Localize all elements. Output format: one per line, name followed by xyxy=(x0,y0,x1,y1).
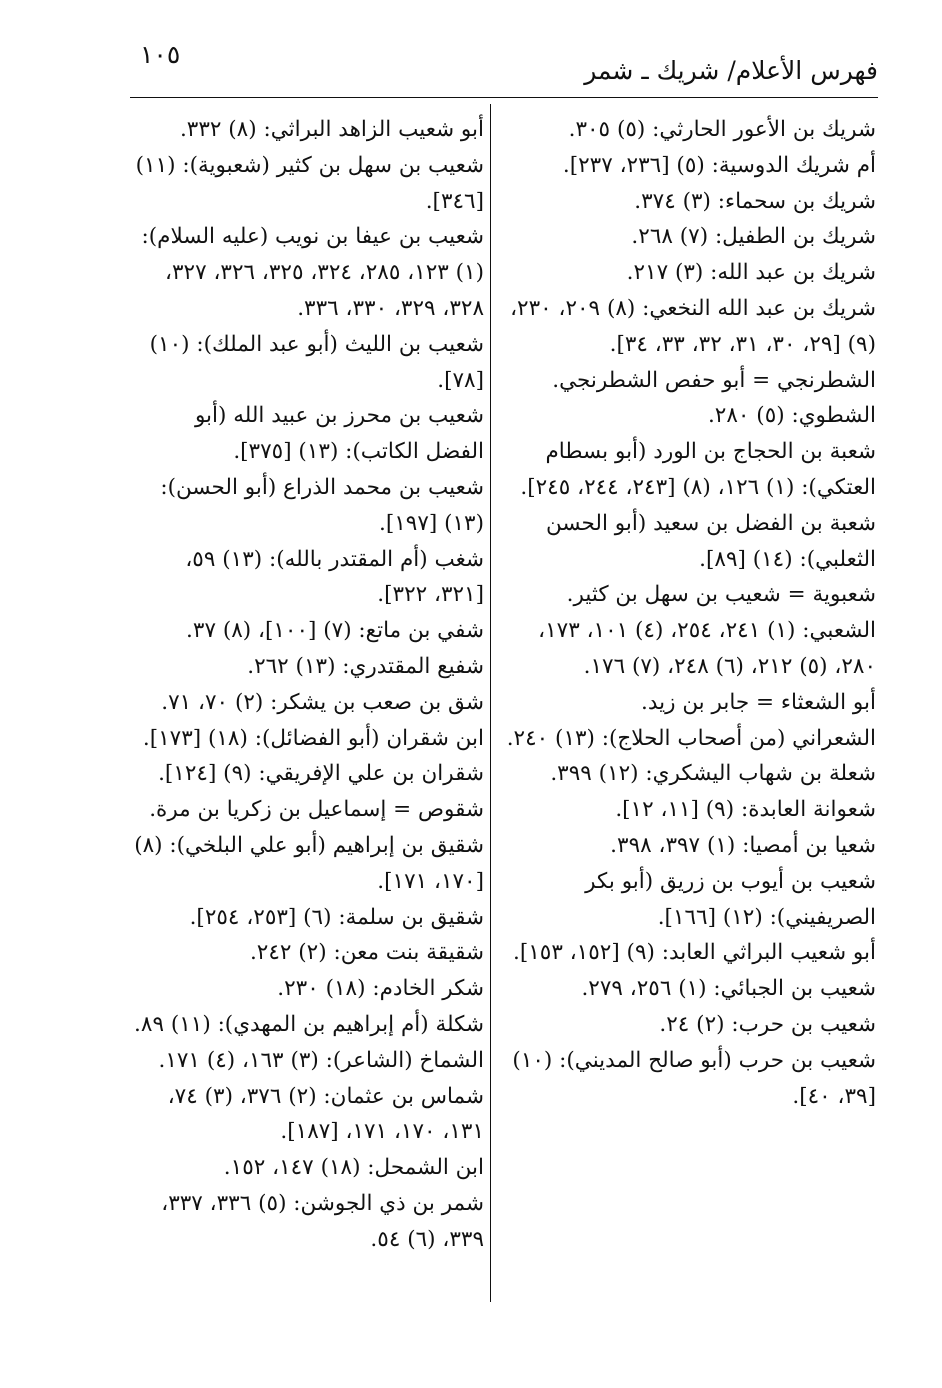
index-entry: شعيب بن سهل بن كثير (شعبوية): (١١) [٣٤٦]. xyxy=(135,152,484,214)
index-entry: ابن شقران (أبو الفضائل): (١٨) [١٧٣]. xyxy=(142,725,484,751)
left-column xyxy=(132,112,484,1258)
header-rule xyxy=(130,97,878,98)
index-entry: شكر الخادم: (١٨) ٢٣٠. xyxy=(277,976,484,1002)
index-entry: شقيق بن سلمة: (٦) [٢٥٣، ٢٥٤]. xyxy=(189,904,484,930)
index-entry: شريك بن الأعور الحارثي: (٥) ٣٠٥. xyxy=(568,117,876,142)
page-number: ١٠٥ xyxy=(140,40,181,69)
index-entry: شقيق بن إبراهيم (أبو علي البلخي): (٨) [١٧٠، ١٧١]. xyxy=(134,832,484,894)
index-entry: شغب (أم المقتدر بالله): (١٣) ٥٩، [٣٢١، ٣٢٢]. xyxy=(185,546,484,608)
index-entry: الشطوي: (٥) ٢٨٠. xyxy=(707,403,876,429)
index-entry: ابن الشمحل: (١٨) ١٤٧، ١٥٢. xyxy=(223,1155,484,1181)
index-entry: أبو الشعثاء = جابر بن زيد. xyxy=(641,689,876,715)
right-column xyxy=(502,112,876,1114)
index-entry: شماس بن عثمان: (٢) ٣٧٦، (٣) ٧٤، ١٣١، ١٧٠، ١٧١، [١٨٧]. xyxy=(167,1083,484,1145)
index-entry: شعيب بن عيفا بن نويب (عليه السلام): (١) ١٢٣، ٢٨٥، ٣٢٤، ٣٢٥، ٣٢٦، ٣٢٧، ٣٢٨، ٣٢٩، ٣٣٠، ٣٣٦. xyxy=(141,224,484,321)
index-entry: شقيقة بنت معن: (٢) ٢٤٢. xyxy=(249,940,484,966)
page-title: فهرس الأعلام/ شريك ـ شمر xyxy=(584,56,878,85)
index-entry: الشعبي: (١) ٢٤١، ٢٥٤، (٤) ١٠١، ١٧٣، ٢٨٠، (٥) ٢١٢، (٦) ٢٤٨، (٧) ١٧٦. xyxy=(538,618,876,679)
index-entry: شفيع المقتدري: (١٣) ٢٦٢. xyxy=(247,653,484,679)
index-entry: شعبة بن الحجاج بن الورد (أبو بسطام العتكي): (١) ١٢٦، (٨) [٢٤٣، ٢٤٤، ٢٤٥]. xyxy=(520,439,876,500)
index-entry: الشطرنجي = أبو حفص الشطرنجي. xyxy=(552,367,876,393)
index-entry: شقوص = إسماعيل بن زكريا بن مرة. xyxy=(149,797,484,823)
index-entry: شعبة بن الفضل بن سعيد (أبو الحسن الثعلبي): (١٤) [٨٩]. xyxy=(546,510,876,572)
index-entry: أم شريك الدوسية: (٥) [٢٣٦، ٢٣٧]. xyxy=(562,152,876,178)
index-entry: شعيب بن الجبائي: (١) ٢٥٦، ٢٧٩. xyxy=(581,976,876,1002)
index-entry: شكلة (أم إبراهيم بن المهدي): (١١) ٨٩. xyxy=(134,1011,484,1037)
index-entry: شعلة بن شهاب اليشكري: (١٢) ٣٩٩. xyxy=(550,761,876,787)
index-entry: شريك بن عبد الله: (٣) ٢١٧. xyxy=(626,260,876,286)
index-entry: شريك بن الطفيل: (٧) ٢٦٨. xyxy=(631,224,876,250)
index-entry: شريك بن سحماء: (٣) ٣٧٤. xyxy=(634,188,876,214)
index-entry: شق بن صعب بن يشكر: (٢) ٧٠، ٧١. xyxy=(161,689,484,715)
index-entry: شعبوية = شعيب بن سهل بن كثير. xyxy=(566,582,876,608)
index-entry: شعيا بن أمصيا: (١) ٣٩٧، ٣٩٨. xyxy=(610,832,876,858)
index-entry: شعوانة العابدة: (٩) [١١، ١٢]. xyxy=(615,797,876,823)
index-entry: شريك بن عبد الله النخعي: (٨) ٢٠٩، ٢٣٠، (٩) [٢٩، ٣٠، ٣١، ٣٢، ٣٣، ٣٤]. xyxy=(510,295,876,357)
index-entry: شعيب بن حرب (أبو صالح المديني): (١٠) [٣٩، ٤٠]. xyxy=(512,1047,876,1109)
index-entry: شمر بن ذي الجوشن: (٥) ٣٣٦، ٣٣٧، ٣٣٩، (٦) ٥٤. xyxy=(161,1190,484,1252)
index-entry: الشعراني (من أصحاب الحلاج): (١٣) ٢٤٠. xyxy=(506,725,876,751)
index-entry: شعيب بن حرب: (٢) ٢٤. xyxy=(659,1011,876,1037)
index-entry: أبو شعيب البراثي العابد: (٩) [١٥٢، ١٥٣]. xyxy=(512,940,876,966)
index-entry: شقران بن علي الإفريقي: (٩) [١٢٤]. xyxy=(158,761,484,787)
index-entry: شفي بن ماتع: (٧) [١٠٠]، (٨) ٣٧. xyxy=(186,618,484,644)
index-entry: شعيب بن محمد الذراع (أبو الحسن): (١٣) [١٩٧]. xyxy=(160,474,484,536)
index-entry: شعيب بن أيوب بن زريق (أبو بكر الصريفيني): (١٢) [١٦٦]. xyxy=(585,868,876,930)
column-divider xyxy=(490,104,491,1302)
index-entry: شعيب بن الليث (أبو عبد الملك): (١٠) [٧٨]. xyxy=(149,331,484,393)
index-entry: أبو شعيب الزاهد البراثي: (٨) ٣٣٢. xyxy=(179,117,484,142)
index-entry: شعيب بن محرز بن عبيد الله (أبو الفضل الكاتب): (١٣) [٣٧٥]. xyxy=(194,403,484,465)
index-entry: الشماخ (الشاعر): (٣) ١٦٣، (٤) ١٧١. xyxy=(158,1047,484,1073)
